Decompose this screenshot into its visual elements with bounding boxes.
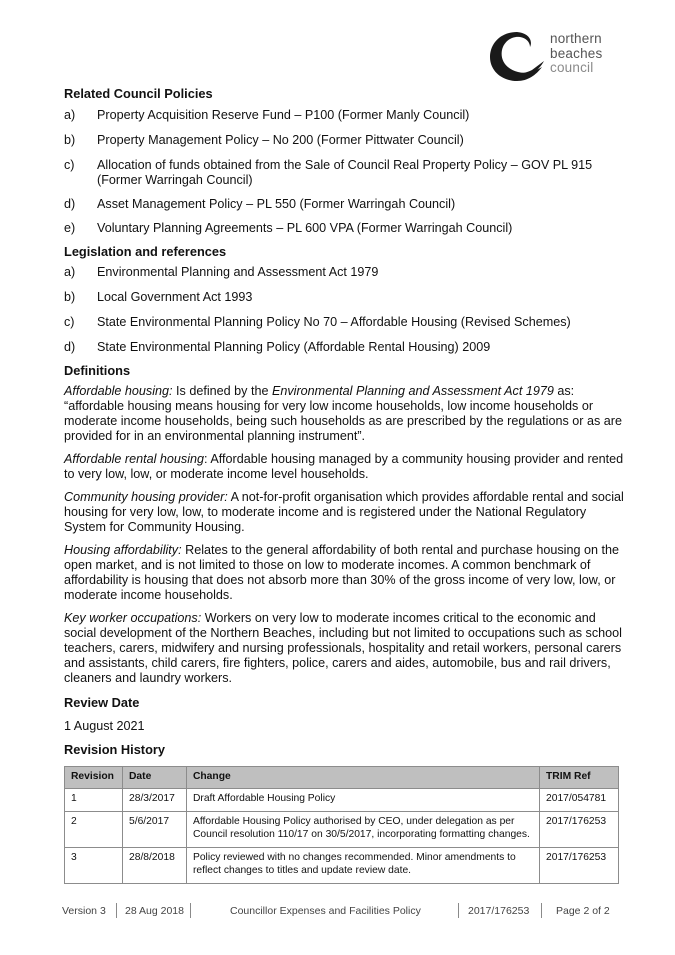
review-date-heading: Review Date: [64, 695, 140, 710]
page-footer: [0, 903, 675, 919]
definition-affordable-rental-housing: [64, 452, 624, 482]
cell-change: Policy reviewed with no changes recommended. Minor amendments to reflect changes to titles and update review date.: [186, 848, 539, 884]
list-marker: d): [64, 197, 76, 211]
revision-history-heading: Revision History: [64, 742, 165, 757]
cell-trim-ref: 2017/054781: [539, 789, 618, 812]
list-text: Asset Management Policy – PL 550 (Former Warringah Council): [97, 197, 456, 211]
footer-version: Version 3: [62, 905, 106, 917]
list-marker: b): [64, 290, 76, 304]
definition-text: Is defined by the: [172, 384, 272, 398]
list-text: State Environmental Planning Policy (Affordable Rental Housing) 2009: [97, 340, 491, 354]
list-text: Property Acquisition Reserve Fund – P100 (Former Manly Council): [97, 108, 470, 122]
definition-key-worker: [64, 611, 624, 686]
definition-text: Relates to the general affordability of both rental and purchase housing on the open market, and is not limited to those on low to moderate incomes. A common benchmark of affordability is housing that does not absorb more than 30% of the gross income of very low, low, or moderate income households.: [64, 543, 619, 602]
list-marker: c): [64, 158, 75, 172]
list-marker: b): [64, 133, 76, 147]
list-marker: c): [64, 315, 75, 329]
list-marker: a): [64, 108, 76, 122]
list-text: Voluntary Planning Agreements – PL 600 VPA (Former Warringah Council): [97, 221, 513, 235]
list-text: Local Government Act 1993: [97, 290, 253, 304]
logo-text-line2: beaches: [550, 45, 603, 61]
list-marker: e): [64, 221, 76, 235]
definition-housing-affordability: [64, 543, 624, 603]
footer-divider: [541, 903, 542, 918]
footer-divider: [458, 903, 459, 918]
cell-revision: 1: [65, 789, 123, 812]
related-policy-item: [64, 108, 624, 123]
definition-text: : Affordable housing managed by a community housing provider and rented to very low, low, or moderate income level households.: [64, 452, 624, 481]
related-policy-item: [64, 197, 624, 212]
legislation-heading: Legislation and references: [64, 244, 227, 259]
cell-date: 28/8/2018: [122, 848, 186, 884]
definition-text: as: “affordable housing means housing for very low income households, low income households or moderate income households, being such households as are prescribed by the regulations or as are provided for in an environmental planning instrument”.: [64, 384, 622, 443]
logo-text-line3: council: [550, 60, 594, 75]
definition-community-housing-provider: [64, 490, 624, 535]
definitions-heading: Definitions: [64, 363, 131, 378]
list-marker: d): [64, 340, 76, 354]
cell-date: 5/6/2017: [122, 812, 186, 848]
cell-trim-ref: 2017/176253: [539, 848, 618, 884]
legislation-item: [64, 265, 624, 280]
related-policy-item: [64, 221, 624, 236]
review-date-value: 1 August 2021: [64, 719, 145, 733]
revision-history-table: [64, 766, 619, 884]
cell-trim-ref: 2017/176253: [539, 812, 618, 848]
related-policy-item: [64, 133, 624, 148]
definition-term: Affordable rental housing: [64, 452, 205, 466]
logo-text-line1: northern: [550, 31, 602, 46]
footer-policy-title: Councillor Expenses and Facilities Policy: [230, 905, 421, 917]
column-header-change: Change: [186, 767, 539, 789]
definition-term: Housing affordability:: [64, 543, 182, 557]
definition-term: Affordable housing:: [64, 384, 173, 398]
list-text: State Environmental Planning Policy No 70 – Affordable Housing (Revised Schemes): [97, 315, 571, 329]
cell-date: 28/3/2017: [122, 789, 186, 812]
legislation-item: [64, 315, 624, 330]
list-text: Property Management Policy – No 200 (Former Pittwater Council): [97, 133, 464, 147]
related-policy-item: [64, 158, 624, 188]
table-row: [65, 789, 619, 812]
document-body: [64, 86, 624, 758]
footer-divider: [190, 903, 191, 918]
footer-date: 28 Aug 2018: [125, 905, 184, 917]
table-row: [65, 812, 619, 848]
column-header-revision: Revision: [65, 767, 123, 789]
table-header-row: [65, 767, 619, 789]
footer-page-number: Page 2 of 2: [556, 905, 610, 917]
definition-text: Workers on very low to moderate incomes critical to the economic and social development of the Northern Beaches, including but not limited to occupations such as school teachers, carers, midwifery and nursing professionals, hospitality and retail workers, personal carers and assistants, child carers, fire fighters, police, carers and aides, automobile, bus and rail drivers, cleaners and laundry workers.: [64, 611, 622, 685]
cell-change: Affordable Housing Policy authorised by CEO, under delegation as per Council resolution 110/17 on 30/5/2017, incorporating formatting changes.: [186, 812, 539, 848]
definition-text: A not-for-profit organisation which provides affordable rental and social housing for very low, low, to moderate income and is registered under the National Regulatory System for Community Housing.: [64, 490, 624, 534]
footer-trim-ref: 2017/176253: [468, 905, 530, 917]
definition-term: Community housing provider:: [64, 490, 228, 504]
definition-term: Key worker occupations:: [64, 611, 202, 625]
list-text: Environmental Planning and Assessment Act 1979: [97, 265, 379, 279]
legislation-item: [64, 290, 624, 305]
table-row: [65, 848, 619, 884]
cell-change: Draft Affordable Housing Policy: [186, 789, 539, 812]
list-marker: a): [64, 265, 76, 279]
related-policies-heading: Related Council Policies: [64, 86, 213, 101]
legislation-item: [64, 340, 624, 355]
cell-revision: 2: [65, 812, 123, 848]
act-title: Environmental Planning and Assessment Act 1979: [271, 384, 554, 398]
column-header-date: Date: [122, 767, 186, 789]
column-header-trim-ref: TRIM Ref: [539, 767, 618, 789]
cell-revision: 3: [65, 848, 123, 884]
wave-emblem-icon: [486, 28, 548, 84]
footer-divider: [116, 903, 117, 918]
definition-affordable-housing: [64, 384, 624, 444]
list-text: Allocation of funds obtained from the Sale of Council Real Property Policy – GOV PL 915 (Former Warringah Council): [97, 158, 593, 187]
council-logo: [486, 28, 626, 84]
